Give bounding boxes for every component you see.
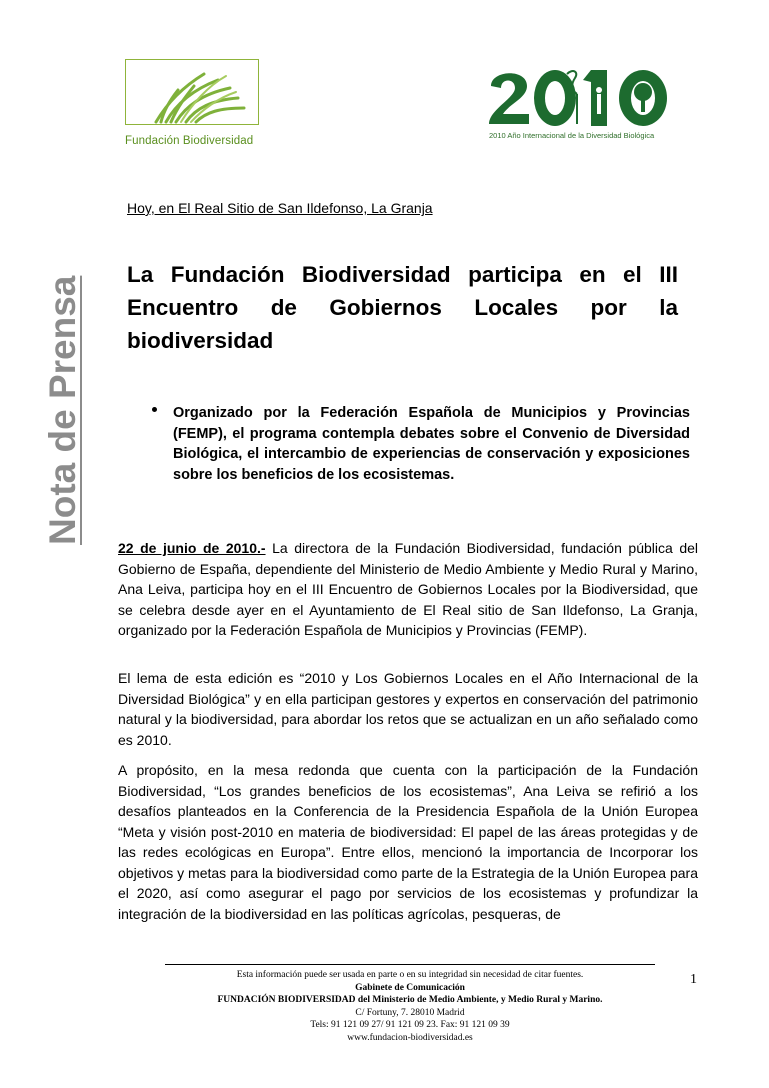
footer-department: Gabinete de Comunicación (355, 982, 465, 993)
footer-phones: Tels: 91 121 09 27/ 91 121 09 23. Fax: 91 121 09 39 (310, 1020, 510, 1030)
summary-bullet: Organizado por la Federación Española de Municipios y Provincias (FEMP), el programa contempla debates sobre el Convenio de Diversidad Biológica, el intercambio de experiencias de conservación y exposiciones sobre los beneficios de los ecosistemas. (173, 405, 690, 483)
footer-disclaimer: Esta información puede ser usada en parte o en su integridad sin necesidad de citar fuentes. (236, 970, 584, 980)
year-2010-logo (487, 62, 687, 146)
dateline: 22 de junio de 2010.- (118, 540, 266, 556)
year-2010-caption: 2010 Año Internacional de la Diversidad Biológica (489, 131, 655, 140)
headline: La Fundación Biodiversidad participa en el III Encuentro de Gobiernos Locales por la biodiversidad (127, 262, 678, 353)
body-paragraph-1 (118, 538, 698, 641)
logo-frame (125, 59, 259, 125)
body-paragraph-1-text: La directora de la Fundación Biodiversidad, fundación pública del Gobierno de España, dependiente del Ministerio de Medio Ambiente y Medio Rural y Marino, Ana Leiva, participa hoy en el III Encuentro de Gobiernos Locales por la Biodiversidad, que se celebra desde ayer en el Ayuntamiento de El Real sitio de San Ildefonso, La Granja, organizado por la Federación Española de Municipios y Provincias (FEMP). (118, 540, 698, 638)
kicker: Hoy, en El Real Sitio de San Ildefonso, La Granja (127, 200, 433, 216)
bullet-dot-icon (152, 407, 157, 412)
2010-logo-icon (487, 62, 687, 130)
body-paragraph-3: A propósito, en la mesa redonda que cuenta con la participación de la Fundación Biodiversidad, “Los grandes beneficios de los ecosistemas”, Ana Leiva se refirió a los desafíos planteados en la Conferencia de la Presidencia Española de la Unión Europea “Meta y visión post-2010 en materia de biodiversidad: El papel de las áreas protegidas y de las redes ecológicas en Europa”. Entre ellos, mencionó la importancia de Incorporar los objetivos y metas para la biodiversidad como parte de la Estrategia de la Unión Europea para el 2020, así como asegurar el pago por servicios de los ecosistemas y profundizar la integración de la biodiversidad en las políticas agrícolas, pesqueras, de (118, 762, 698, 922)
footer (160, 969, 660, 1044)
footer-organization: FUNDACIÓN BIODIVERSIDAD del Ministerio de Medio Ambiente, y Medio Rural y Marino. (217, 995, 603, 1005)
footer-divider (165, 964, 655, 965)
grass-icon (126, 60, 260, 126)
side-title: Nota de Prensa (42, 275, 83, 545)
footer-address: C/ Fortuny, 7. 28010 Madrid (355, 1007, 465, 1018)
logo-wordmark: Fundación Biodiversidad (125, 135, 254, 147)
page-number: 1 (690, 972, 697, 987)
body-paragraph-2: El lema de esta edición es “2010 y Los Gobiernos Locales en el Año Internacional de la Diversidad Biológica” y en ella participan gestores y expertos en conservación del patrimonio natural y la biodiversidad, para abordar los retos que se actualizan en un año señalado como es 2010. (118, 670, 698, 748)
footer-website[interactable]: www.fundacion-biodiversidad.es (347, 1032, 473, 1043)
fundacion-biodiversidad-logo (125, 59, 261, 151)
